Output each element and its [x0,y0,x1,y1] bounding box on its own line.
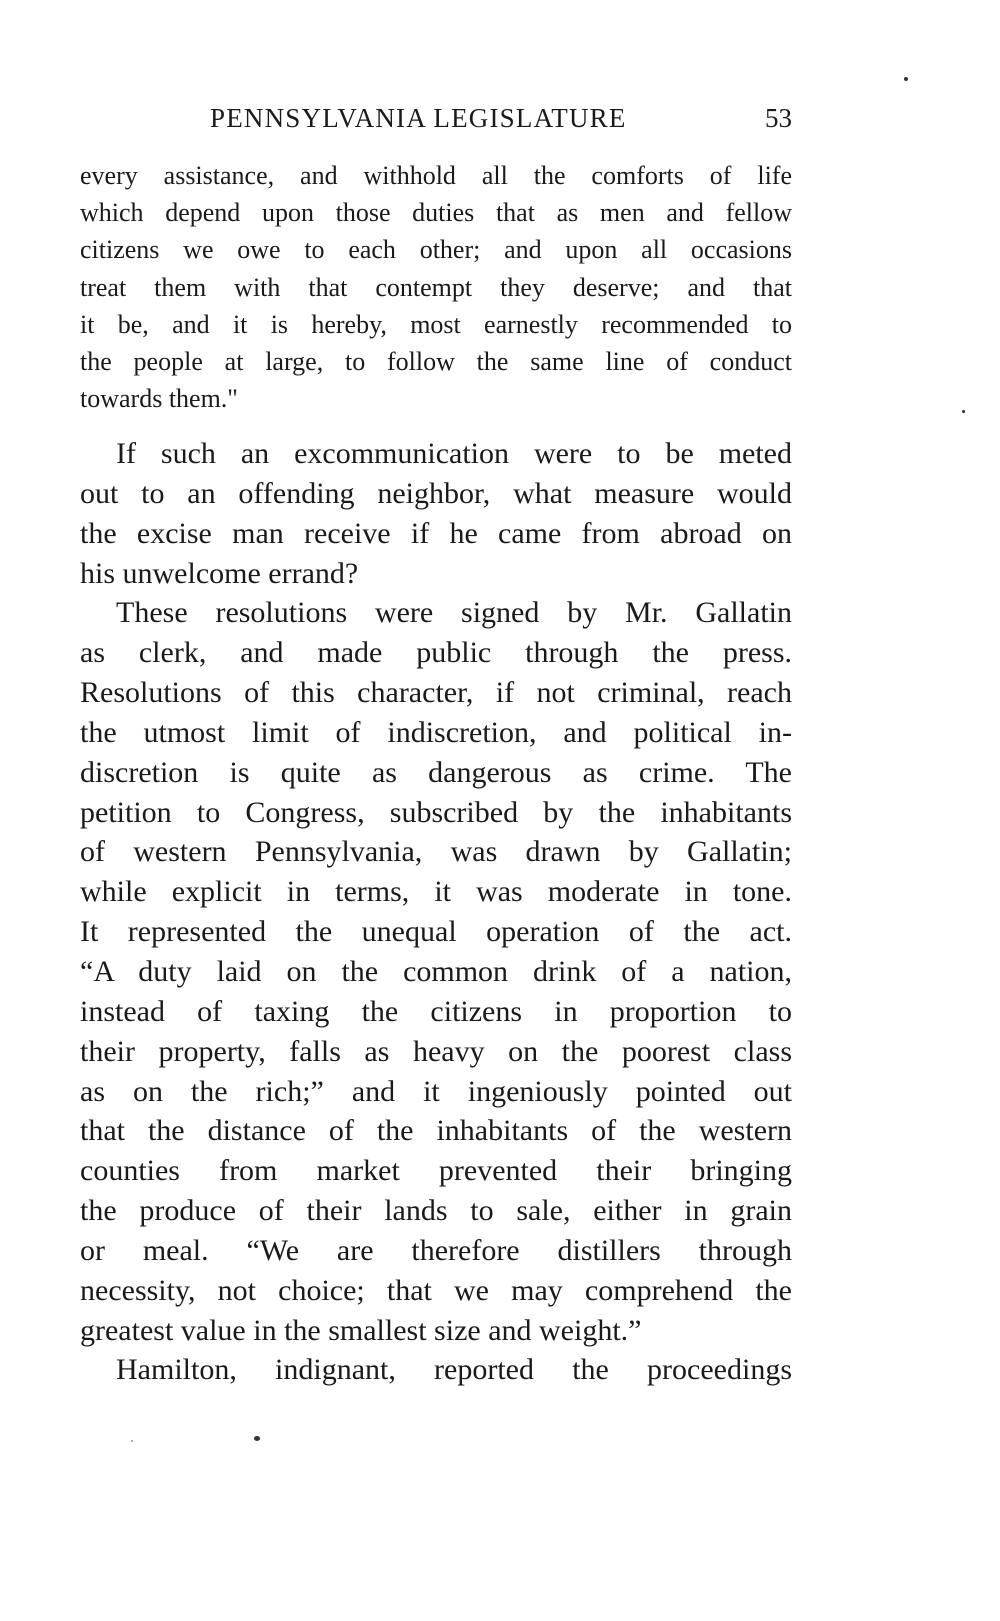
body-text [80,434,792,1390]
body-line: while explicit in terms, it was moderate in tone. [80,875,792,909]
scan-speck [254,1436,260,1441]
body-line: the excise man receive if he came from abroad on [80,516,792,550]
body-line: the utmost limit of indiscretion, and political in- [80,715,792,749]
body-line: “A duty laid on the common drink of a nation, [80,954,792,988]
body-line: of western Pennsylvania, was drawn by Gallatin; [80,835,792,869]
body-line: Resolutions of this character, if not criminal, reach [80,676,792,710]
body-line: discretion is quite as dangerous as crime. The [80,755,792,789]
body-line: out to an offending neighbor, what measure would [80,476,792,510]
quote-line: treat them with that contempt they deserve; and that [80,272,792,302]
body-line: the produce of their lands to sale, either in grain [80,1194,792,1228]
quote-line: every assistance, and withhold all the comforts of life [80,161,792,190]
body-line: It represented the unequal operation of the act. [80,915,792,949]
page-number: 53 [765,103,792,133]
body-line: as on the rich;” and it ingeniously pointed out [80,1074,792,1108]
body-line: as clerk, and made public through the press. [80,636,792,670]
body-line: or meal. “We are therefore distillers through [80,1233,792,1267]
quote-line: it be, and it is hereby, most earnestly recommended to [80,309,792,339]
body-line: greatest value in the smallest size and weight.” [80,1313,642,1347]
running-head [80,100,792,136]
scan-speck [131,1440,133,1442]
body-line: Hamilton, indignant, reported the proceedings [116,1353,792,1387]
quote-line: the people at large, to follow the same line of conduct [80,346,792,376]
body-line: counties from market prevented their bringing [80,1154,792,1188]
body-line: necessity, not choice; that we may comprehend the [80,1273,792,1307]
running-title: PENNSYLVANIA LEGISLATURE [210,103,627,133]
body-line: their property, falls as heavy on the poorest class [80,1034,792,1068]
scan-speck [962,410,965,413]
quoted-resolution [80,157,792,417]
scan-speck [904,77,908,81]
body-line: If such an excommunication were to be meted [116,437,792,470]
body-line: that the distance of the inhabitants of the western [80,1114,792,1148]
body-line: These resolutions were signed by Mr. Gallatin [116,596,792,630]
quote-line: citizens we owe to each other; and upon all occasions [80,235,792,265]
body-line: his unwelcome errand? [80,556,359,590]
body-line: instead of taxing the citizens in proportion to [80,994,792,1028]
quote-line: towards them." [80,384,238,414]
quote-line: which depend upon those duties that as men and fellow [80,198,792,228]
body-line: petition to Congress, subscribed by the inhabitants [80,795,792,829]
